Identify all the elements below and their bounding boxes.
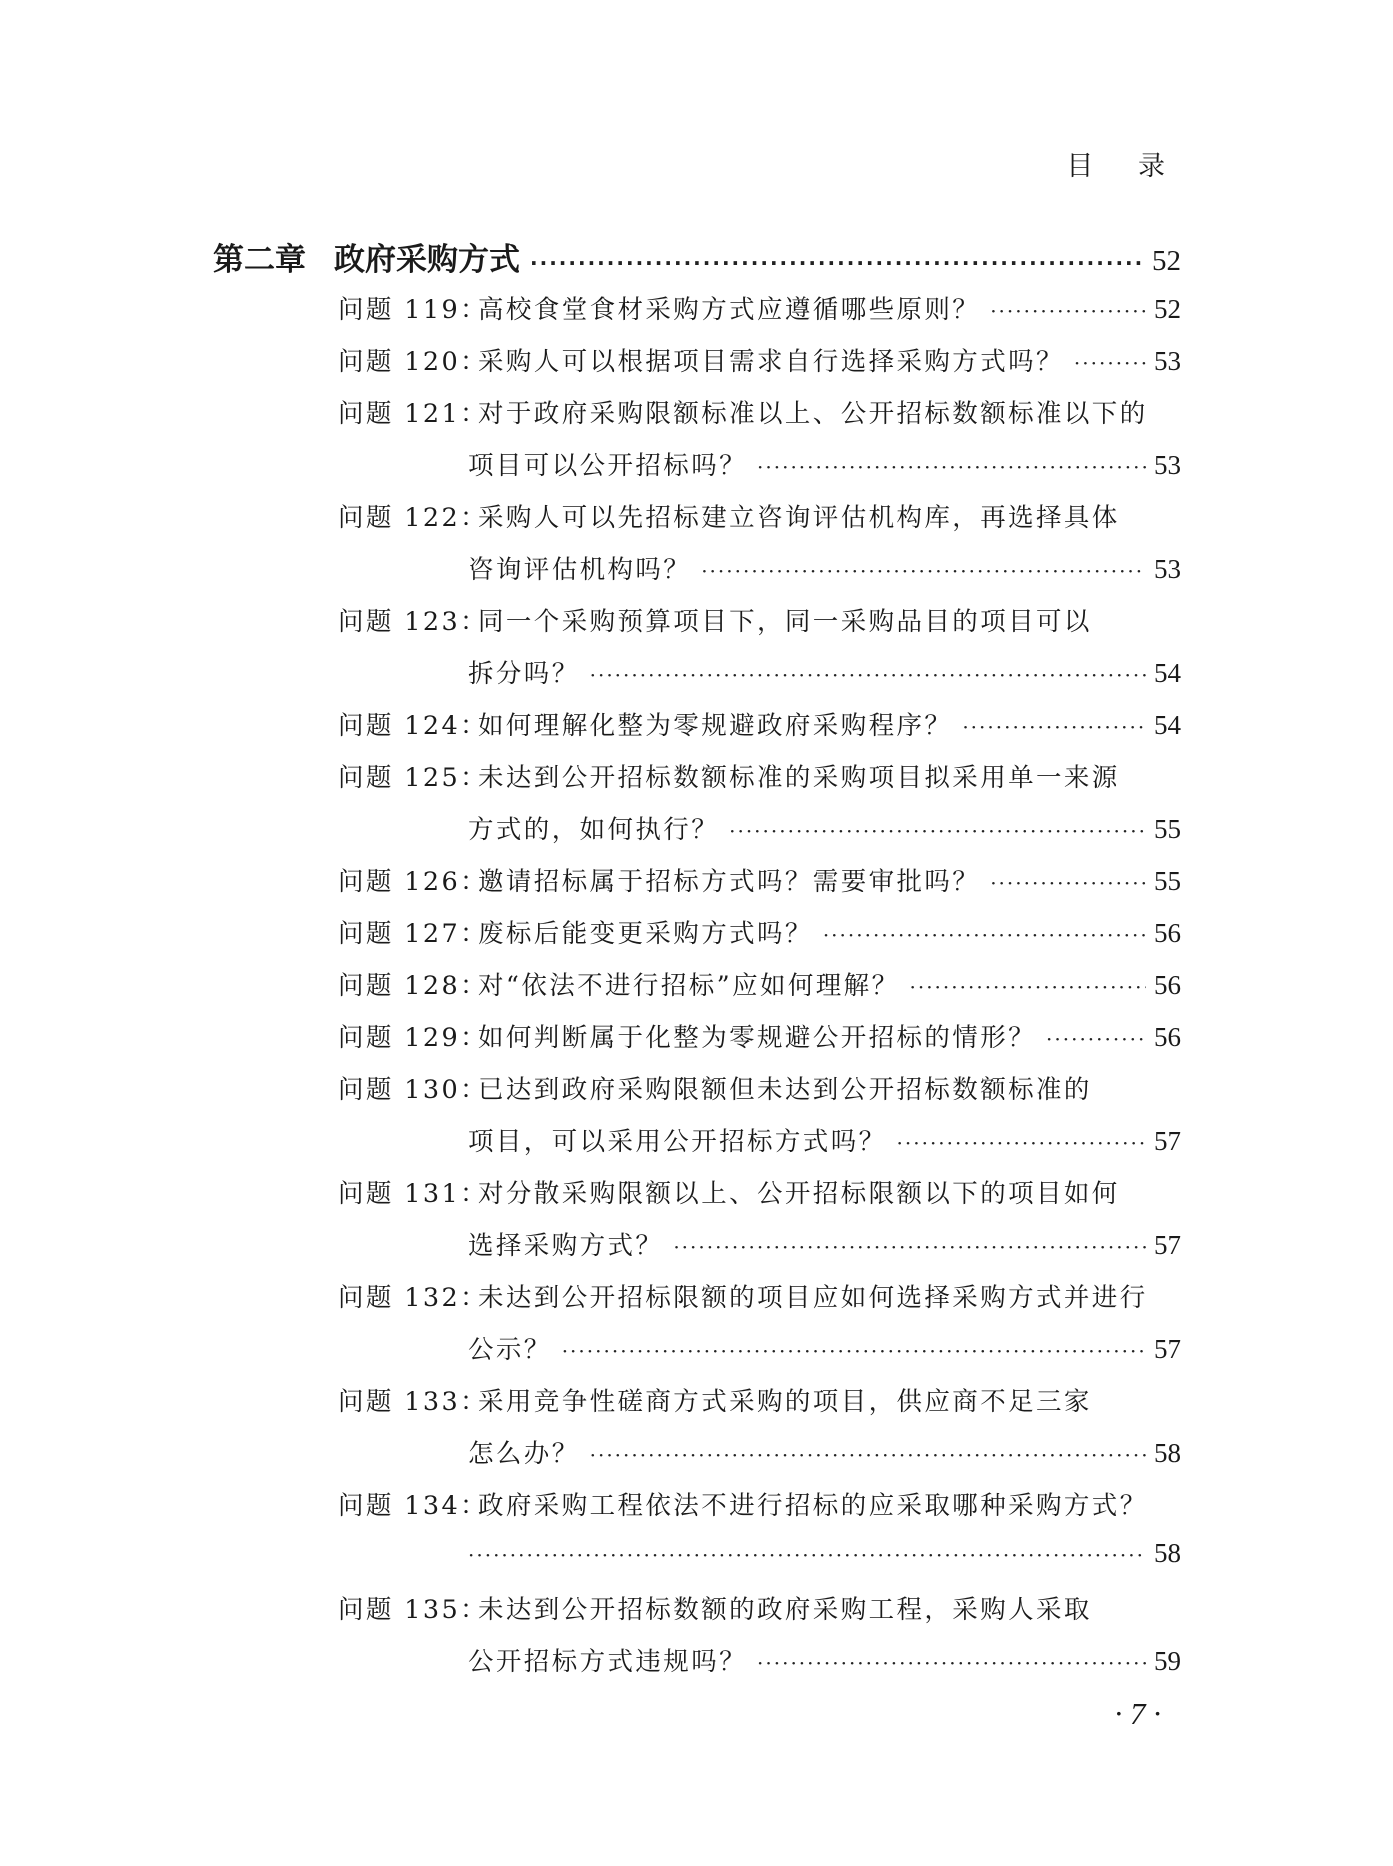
question-number: 问题 122： [338,503,489,533]
question-text: 未达到公开招标数额标准的采购项目拟采用单一来源 [478,763,1120,793]
question-number: 问题 126： [338,867,489,897]
leader-dots [729,819,1146,843]
question-number: 问题 119： [338,295,489,325]
question-text: 未达到公开招标数额的政府采购工程，采购人采取 [478,1595,1092,1625]
toc-entry-line[interactable] [338,290,1181,326]
question-text: 采购人可以先招标建立咨询评估机构库，再选择具体 [478,503,1120,533]
page-number: 54 [1154,658,1181,688]
question-text: 未达到公开招标限额的项目应如何选择采购方式并进行 [478,1283,1148,1313]
question-number: 问题 131： [338,1179,489,1209]
question-number: 问题 121： [338,399,489,429]
page-number: 54 [1154,710,1181,740]
question-text: 项目，可以采用公开招标方式吗？ [468,1127,887,1157]
question-text: 已达到政府采购限额但未达到公开招标数额标准的 [478,1075,1092,1105]
page-number: 58 [1154,1438,1181,1468]
toc-entry-line[interactable] [338,602,1181,638]
leader-dots [757,1651,1146,1675]
question-number: 问题 123： [338,607,489,637]
question-number: 问题 132： [338,1283,489,1313]
leader-dots [897,1131,1146,1155]
question-text: 采用竞争性磋商方式采购的项目，供应商不足三家 [478,1387,1092,1417]
leader-dots [823,923,1146,947]
leader-dots [562,1339,1146,1363]
leader-dots [701,559,1146,583]
question-number: 问题 134： [338,1491,489,1521]
page-number: 55 [1154,866,1181,896]
toc-entry-line[interactable] [338,1590,1181,1626]
page-number: 52 [1154,294,1181,324]
question-number: 问题 129： [338,1023,489,1053]
toc-entry-line[interactable] [338,1278,1181,1314]
toc-entry-line[interactable] [338,394,1181,430]
toc-entry-line[interactable] [338,1174,1181,1210]
toc-entry-line[interactable] [468,550,1181,586]
toc-entry-line[interactable] [338,342,1181,378]
chapter-entry[interactable] [213,234,1181,279]
toc-entry-line[interactable] [468,810,1181,846]
page-number: 56 [1154,1022,1181,1052]
question-text: 高校食堂食材采购方式应遵循哪些原则？ [478,295,981,325]
leader-dots [530,251,1144,275]
page-number: 53 [1154,450,1181,480]
question-number: 问题 128： [338,971,489,1001]
question-number: 问题 135： [338,1595,489,1625]
question-text: 对分散采购限额以上、公开招标限额以下的项目如何 [478,1179,1120,1209]
toc-entry-line[interactable] [468,1538,1181,1569]
page-number: 55 [1154,814,1181,844]
question-text: 政府采购工程依法不进行招标的应采取哪种采购方式？ [478,1491,1148,1521]
leader-dots [962,715,1146,739]
toc-entry-line[interactable] [468,1434,1181,1470]
leader-dots [590,1443,1146,1467]
page-number: 59 [1154,1646,1181,1676]
question-text: 废标后能变更采购方式吗？ [478,919,813,949]
toc-entry-line[interactable] [468,1642,1181,1678]
page-number: 53 [1154,346,1181,376]
question-text: 项目可以公开招标吗？ [468,451,748,481]
leader-dots [673,1235,1146,1259]
toc-entry-line[interactable] [338,1486,1181,1522]
question-text: 方式的，如何执行？ [468,815,720,845]
question-text: 采购人可以根据项目需求自行选择采购方式吗？ [478,347,1064,377]
toc-entry-line[interactable] [338,706,1181,742]
leader-dots [468,1543,1146,1567]
question-text: 同一个采购预算项目下，同一采购品目的项目可以 [478,607,1092,637]
question-number: 问题 133： [338,1387,489,1417]
toc-entry-line[interactable] [468,654,1181,690]
toc-entry-line[interactable] [338,862,1181,898]
question-text: 如何判断属于化整为零规避公开招标的情形？ [478,1023,1037,1053]
leader-dots [990,299,1146,323]
toc-entry-line[interactable] [338,1382,1181,1418]
question-text: 公示？ [468,1335,552,1365]
page-number: 53 [1154,554,1181,584]
question-text: 咨询评估机构吗？ [468,555,692,585]
page-number: 56 [1154,918,1181,948]
leader-dots [757,455,1146,479]
toc-entry-line[interactable] [468,446,1181,482]
toc-entry-line[interactable] [338,498,1181,534]
page-number: 58 [1154,1538,1181,1568]
question-text: 对“依法不进行招标”应如何理解？ [478,971,900,1001]
leader-dots [1046,1027,1146,1051]
question-text: 邀请招标属于招标方式吗？需要审批吗？ [478,867,981,897]
toc-entry-line[interactable] [338,914,1181,950]
toc-entry-line[interactable] [338,966,1181,1002]
question-number: 问题 124： [338,711,489,741]
page-number: 57 [1154,1334,1181,1364]
chapter-label: 第二章 [213,242,306,278]
page-folio: · 7 · [1114,1696,1161,1731]
question-text: 如何理解化整为零规避政府采购程序？ [478,711,953,741]
question-text: 选择采购方式？ [468,1231,664,1261]
question-text: 公开招标方式违规吗？ [468,1647,748,1677]
toc-entry-line[interactable] [338,758,1181,794]
chapter-title: 政府采购方式 [334,242,520,278]
page-number: 57 [1154,1126,1181,1156]
leader-dots [909,975,1146,999]
toc-entry-line[interactable] [468,1226,1181,1262]
toc-entry-line[interactable] [468,1330,1181,1366]
question-text: 怎么办？ [468,1439,580,1469]
leader-dots [1074,351,1146,375]
question-number: 问题 127： [338,919,489,949]
leader-dots [590,663,1146,687]
question-number: 问题 130： [338,1075,489,1105]
question-number: 问题 120： [338,347,489,377]
page-number: 57 [1154,1230,1181,1260]
toc-entry-line[interactable] [338,1070,1181,1106]
page-number: 56 [1154,970,1181,1000]
question-text: 对于政府采购限额标准以上、公开招标数额标准以下的 [478,399,1148,429]
toc-entry-line[interactable] [468,1122,1181,1158]
page-number: 52 [1152,245,1181,277]
question-number: 问题 125： [338,763,489,793]
toc-entry-line[interactable] [338,1018,1181,1054]
question-text: 拆分吗？ [468,659,580,689]
leader-dots [990,871,1146,895]
running-head: 目 录 [1066,151,1183,182]
